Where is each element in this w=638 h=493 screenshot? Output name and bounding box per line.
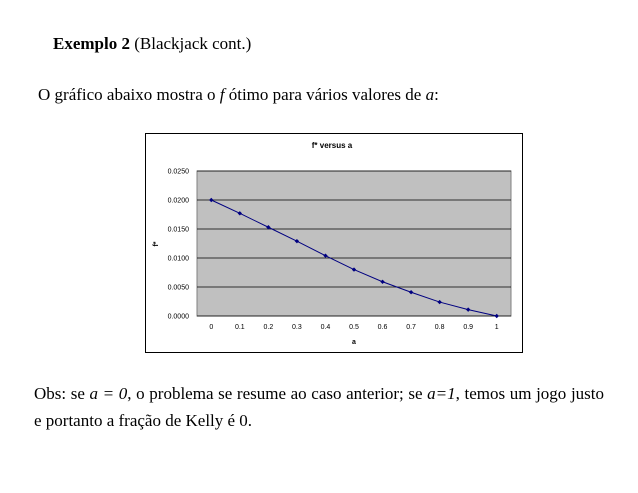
note-a-one: a=1 <box>427 384 456 403</box>
note-a-zero: a = 0 <box>89 384 128 403</box>
intro-part-3: : <box>434 85 439 104</box>
y-tick-label: 0.0050 <box>167 284 189 292</box>
x-tick-label: 0.3 <box>292 324 302 331</box>
note-part-1: Obs: se <box>34 384 90 403</box>
x-tick-label: 0.1 <box>234 324 245 331</box>
intro-part-1: O gráfico abaixo mostra o <box>38 85 220 104</box>
intro-text <box>38 85 439 105</box>
note-part-2: , o problema se resume ao caso anterior; se <box>127 384 428 403</box>
y-tick-label: 0.0200 <box>167 197 189 205</box>
x-axis-ticks <box>209 324 498 331</box>
x-axis-label: a <box>352 339 356 346</box>
x-tick-label: 0.2 <box>263 324 274 331</box>
intro-f-variable: f <box>219 85 225 104</box>
x-tick-label: 0.7 <box>406 324 416 331</box>
x-tick-label: 0.8 <box>434 324 445 331</box>
x-tick-label: 0.5 <box>349 324 359 331</box>
x-tick-label: 0.6 <box>377 324 388 331</box>
chart-container <box>145 133 523 353</box>
observation-note <box>34 380 604 434</box>
plot-area <box>197 171 511 316</box>
x-tick-label: 1 <box>494 324 499 331</box>
intro-a-variable: a <box>425 85 435 104</box>
f-versus-a-chart <box>146 134 522 352</box>
example-subtitle: (Blackjack cont.) <box>134 34 252 53</box>
y-tick-label: 0.0150 <box>167 226 189 234</box>
intro-part-2: ótimo para vários valores de <box>224 85 426 104</box>
y-tick-label: 0.0250 <box>167 168 189 176</box>
y-tick-label: 0.0000 <box>167 313 189 321</box>
y-axis-label: f* <box>153 241 160 247</box>
slide-title <box>53 34 251 54</box>
y-axis-ticks <box>168 169 190 321</box>
y-tick-label: 0.0100 <box>167 255 189 263</box>
x-tick-label: 0 <box>209 324 214 331</box>
example-label: Exemplo 2 <box>53 34 130 53</box>
chart-title: f* versus a <box>311 141 353 150</box>
x-tick-label: 0.4 <box>320 324 331 331</box>
note-part-3: , temos um jogo justo e portanto a fração de Kelly é 0. <box>34 384 605 430</box>
x-tick-label: 0.9 <box>463 324 474 331</box>
